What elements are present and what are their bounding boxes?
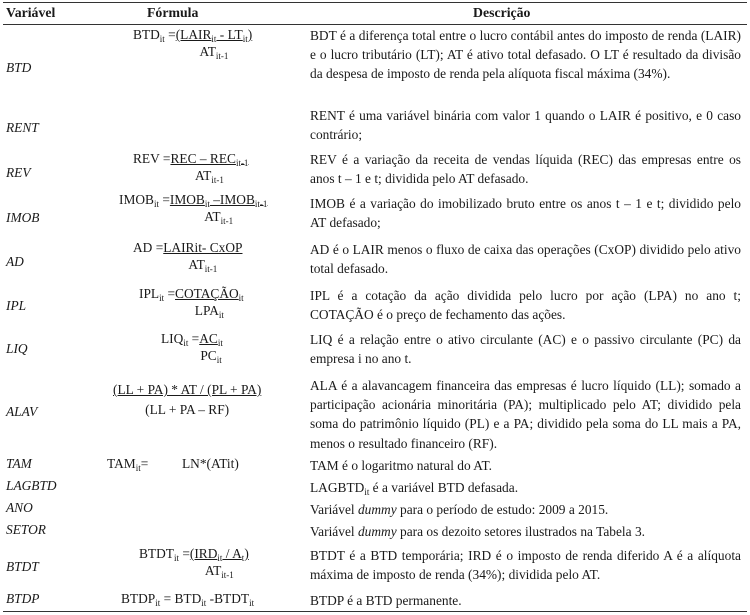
variable-name: ALAV [6, 404, 38, 419]
description: REV é a variação da receita de vendas líquida (REC) das empresas entre os anos t – 1 e t; dividida pelo AT defasado. [310, 152, 741, 187]
formula: AD = $\frac{\text{LAIRit- CxOP}}{AT_{it-1}}$ [133, 240, 243, 274]
variable-name: IMOB [6, 210, 40, 225]
formula: $BTD_{it}$ = $\frac{(LAIR_{it} - LT_{it})}{AT_{it-1}}$ [133, 27, 253, 61]
description: RENT é uma variável binária com valor 1 quando o LAIR é positivo, e 0 caso contrário; [310, 108, 741, 143]
description: TAM é o logaritmo natural do AT. [310, 458, 493, 473]
variable-name: BTDP [6, 591, 40, 606]
description: $LAGBTD_{it}$ é a variável BTD defasada. [310, 480, 519, 497]
formula: $BTDT_{it}$ = $\frac{(IRD_{it} / A_t)}{AT_{it-1}}$ [139, 546, 249, 580]
formula: REV = $\frac{REC - REC_{it-1}}{AT_{it-1}}$ [133, 151, 249, 185]
variable-name: LAGBTD [6, 478, 57, 493]
header-description: Descrição [473, 5, 531, 20]
description: ALA é a alavancagem financeira das empresas é lucro líquido (LL); somado a participação acionária minoritária (PA); multiplicado pelo AT; dividido pela soma do patrimônio líquido (PL) e a PA; dividido pela soma do LL mais a PA, menos o resultado financeiro (RF). [310, 378, 741, 451]
formula: $IMOB_{it}$ = $\frac{IMOB_{it} -IMOB_{it-1}}{AT_{it-1}}$ [119, 192, 268, 226]
formula: $BTDP_{it} = BTD_{it}$ $-BTDT_{it}$ [121, 591, 255, 608]
formula: $\frac{(LL + PA) * AT / (PL + PA)}{(LL + PA - RF)}$ [113, 382, 262, 417]
variable-name: IPL [6, 298, 27, 313]
variable-name: LIQ [6, 341, 28, 356]
description: IPL é a cotação da ação dividida pelo lucro por ação (LPA) no ano t; COTAÇÃO é o preço de fechamento das ações. [310, 288, 741, 323]
formula: $LIQ_{it}$ = $\frac{AC_{it}}{PC_{it}}$ [161, 331, 223, 365]
variable-name: AD [6, 254, 24, 269]
header-variable: Variável [6, 5, 56, 20]
description: IMOB é a variação do imobilizado bruto entre os anos t – 1 e t; dividido pelo AT defasado; [310, 196, 741, 231]
description: Variável dummy para o período de estudo: 2009 a 2015. [310, 502, 609, 517]
header-formula: Fórmula [147, 5, 199, 20]
variable-name: ANO [6, 500, 33, 515]
variable-name: REV [6, 165, 31, 180]
table-bottom-rule [3, 611, 747, 612]
description: BTDP é a BTD permanente. [310, 593, 462, 608]
description: BDT é a diferença total entre o lucro contábil antes do imposto de renda (LAIR) e o lucro tributário (LT); AT é ativo total defasado. O LT é resultado da divisão da despesa de imposto de renda pela alíquota fiscal máxima (34%). [310, 28, 741, 82]
description: AD é o LAIR menos o fluxo de caixa das operações (CxOP) dividido pelo ativo total defasado. [310, 242, 741, 277]
variable-name: TAM [6, 456, 32, 471]
variable-name: BTDT [6, 559, 39, 574]
formula: $TAM_{it}=$ [107, 456, 149, 473]
description: LIQ é a relação entre o ativo circulante (AC) e o passivo circulante (PC) da empresa i no ano t. [310, 332, 741, 367]
variable-name: RENT [6, 120, 39, 135]
variable-name: SETOR [6, 522, 46, 537]
description: Variável dummy para os dezoito setores ilustrados na Tabela 3. [310, 524, 645, 539]
formula: $IPL_{it}$ = $\frac{COTAÇÃO_{it}}{LPA_{it}}$ [139, 286, 244, 320]
variable-name: BTD [6, 60, 32, 75]
formula-rhs: LN*(ATit) [182, 456, 239, 471]
table-top-rule [3, 2, 747, 3]
description: BTDT é a BTD temporária; IRD é o imposto de renda diferido A é a alíquota máxima de imposto de renda (34%); dividida pelo AT. [310, 548, 741, 583]
header-rule [3, 24, 747, 25]
